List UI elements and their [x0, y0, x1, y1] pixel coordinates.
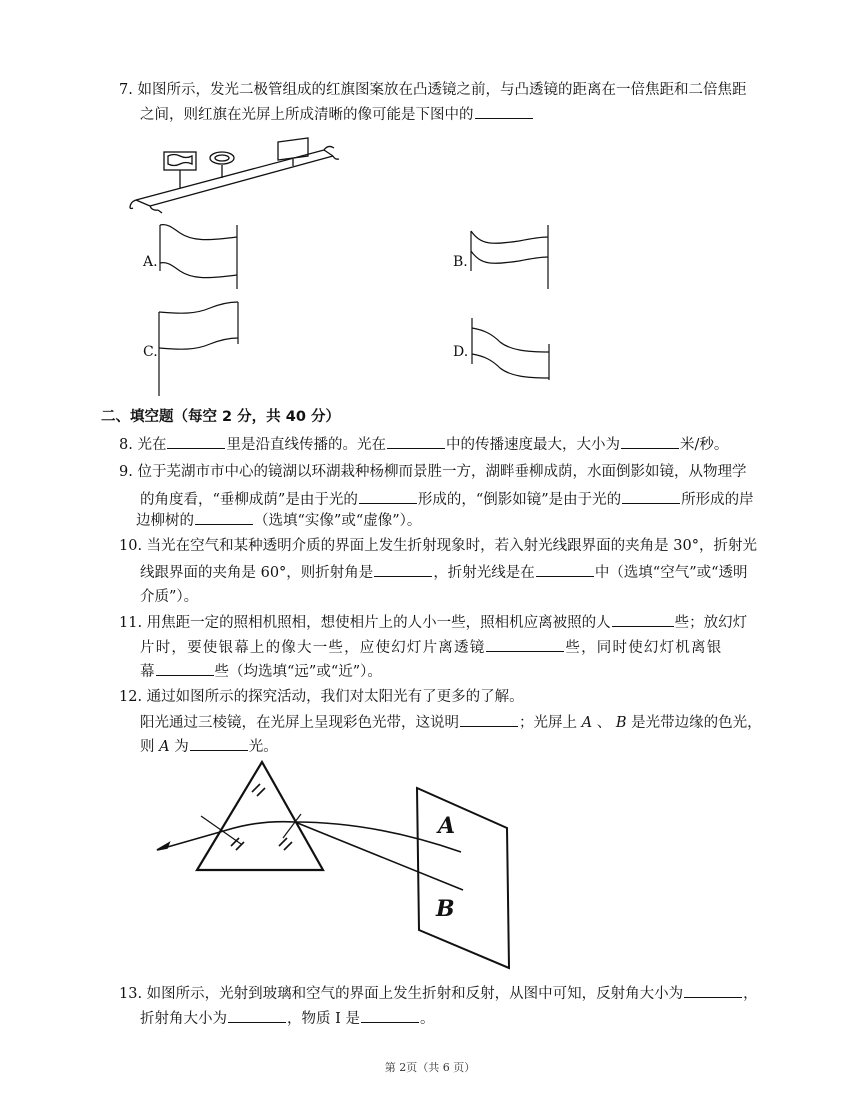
option-d-flag[interactable]: [470, 316, 552, 382]
light-screen: [417, 788, 509, 968]
q10-line2: 线跟界面的夹角是 60°，则折射角是 ，折射光线是在 中（选填“空气”或“透明: [140, 562, 748, 583]
prism: [197, 762, 323, 870]
q8-line: 8. 光在 里是沿直线传播的。光在 中的传播速度最大，大小为 米/秒。: [119, 434, 728, 455]
answer-blank[interactable]: [156, 661, 214, 676]
answer-blank[interactable]: [167, 434, 225, 449]
q12-line3: 则 A 为 光。: [140, 736, 278, 757]
screen-label-a: A: [438, 813, 456, 839]
answer-blank[interactable]: [361, 1008, 419, 1023]
section-title: 二、填空题（每空 2 分，共 40 分）: [101, 409, 340, 425]
q13-line1: 13. 如图所示，光射到玻璃和空气的界面上发生折射和反射，从图中可知，反射角大小为 ，: [119, 983, 758, 1004]
answer-blank[interactable]: [621, 434, 679, 449]
answer-blank[interactable]: [195, 510, 253, 525]
answer-blank[interactable]: [684, 983, 742, 998]
option-d-label: D.: [453, 344, 469, 360]
q7-line2: 之间，则红旗在光屏上所成清晰的像可能是下图中的: [140, 104, 534, 125]
q9-line1: 9. 位于芜湖市市中心的镜湖以环湖栽种杨柳而景胜一方，湖畔垂柳成荫，水面倒影如镜，从物理学: [119, 464, 747, 480]
answer-blank[interactable]: [190, 736, 248, 751]
answer-blank[interactable]: [460, 712, 518, 727]
q9-line2: 的角度看，“垂柳成荫”是由于光的 形成的，“倒影如镜”是由于光的 所形成的岸: [140, 489, 754, 510]
q9-line3: 边柳树的 （选填“实像”或“虚像”）。: [136, 510, 421, 531]
optical-bench-figure: [128, 138, 343, 218]
option-c-label: C.: [143, 344, 158, 360]
q7-line1: 7. 如图所示，发光二极管组成的红旗图案放在凸透镜之前，与凸透镜的距离在一倍焦距和二倍焦距: [119, 82, 747, 98]
option-b-label: B.: [453, 254, 468, 270]
q11-line1: 11. 用焦距一定的照相机照相，想使相片上的人小一些，照相机应离被照的人 些；放幻灯: [119, 612, 747, 633]
page-footer: 第 2页（共 6 页）: [384, 1061, 476, 1074]
answer-blank[interactable]: [612, 612, 674, 627]
option-a-label: A.: [143, 254, 158, 270]
option-c-flag[interactable]: [152, 300, 242, 398]
answer-blank[interactable]: [359, 489, 417, 504]
option-b-flag[interactable]: [469, 223, 551, 291]
answer-blank[interactable]: [486, 637, 564, 652]
q12-line1: 12. 通过如图所示的探究活动，我们对太阳光有了更多的了解。: [119, 689, 524, 705]
prism-dispersion-figure: [155, 760, 525, 970]
answer-blank[interactable]: [536, 562, 594, 577]
answer-blank[interactable]: [622, 489, 680, 504]
ray-a: [295, 822, 461, 852]
option-a-flag[interactable]: [158, 223, 240, 291]
q10-line1: 10. 当光在空气和某种透明介质的界面上发生折射现象时，若入射光线跟界面的夹角是 30°，折射光: [119, 538, 757, 554]
answer-blank[interactable]: [475, 104, 533, 119]
answer-blank[interactable]: [387, 434, 445, 449]
q11-line2: 片时，要使银幕上的像大一些，应使幻灯片离透镜 些，同时使幻灯机离银: [140, 637, 722, 658]
answer-blank[interactable]: [374, 562, 432, 577]
q11-line3: 幕 些（均选填“远”或“近”）。: [140, 661, 382, 682]
screen-label-b: B: [436, 896, 455, 922]
answer-blank[interactable]: [228, 1008, 286, 1023]
q10-line3: 介质”）。: [140, 589, 199, 605]
q13-line2: 折射角大小为 ，物质 I 是 。: [140, 1008, 434, 1029]
q12-line2: 阳光通过三棱镜，在光屏上呈现彩色光带，这说明 ；光屏上 A 、 B 是光带边缘的色光，: [140, 712, 762, 733]
